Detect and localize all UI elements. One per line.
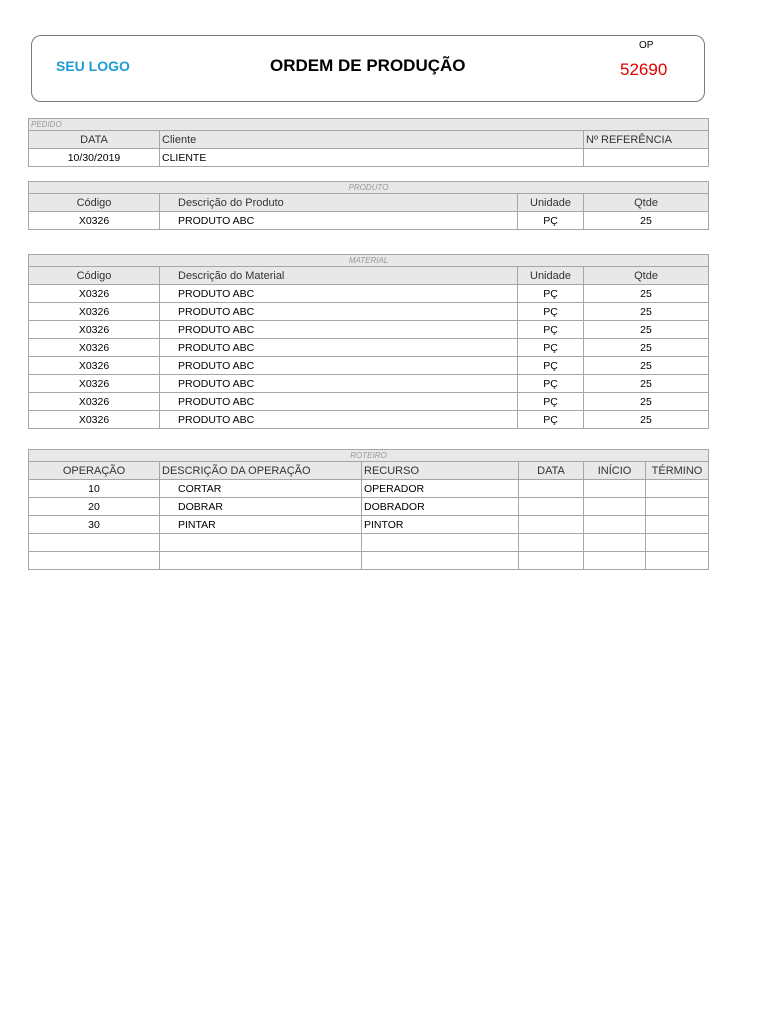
table-row <box>29 552 709 570</box>
material-unidade: PÇ <box>518 285 584 303</box>
material-codigo: X0326 <box>29 411 160 429</box>
pedido-table <box>28 118 709 167</box>
operacao-numero: 10 <box>29 480 160 498</box>
material-qtde: 25 <box>584 321 709 339</box>
roteiro-table <box>28 449 709 570</box>
operacao-data <box>519 552 584 570</box>
material-descricao: PRODUTO ABC <box>160 321 518 339</box>
header-inicio: INÍCIO <box>584 462 646 480</box>
produto-qtde: 25 <box>584 212 709 230</box>
material-codigo: X0326 <box>29 285 160 303</box>
material-qtde: 25 <box>584 393 709 411</box>
operacao-inicio <box>584 498 646 516</box>
header-descricao-operacao: DESCRIÇÃO DA OPERAÇÃO <box>160 462 362 480</box>
operacao-data <box>519 480 584 498</box>
material-descricao: PRODUTO ABC <box>160 375 518 393</box>
table-row <box>29 303 709 321</box>
operacao-data <box>519 516 584 534</box>
table-row <box>29 516 709 534</box>
section-label-material: MATERIAL <box>29 255 709 267</box>
operacao-recurso <box>362 534 519 552</box>
pedido-date: 10/30/2019 <box>29 149 160 167</box>
material-descricao: PRODUTO ABC <box>160 303 518 321</box>
operacao-data <box>519 534 584 552</box>
table-row <box>29 411 709 429</box>
material-codigo: X0326 <box>29 303 160 321</box>
section-label-roteiro: ROTEIRO <box>29 450 709 462</box>
operacao-termino <box>646 516 709 534</box>
produto-unidade: PÇ <box>518 212 584 230</box>
material-codigo: X0326 <box>29 393 160 411</box>
material-unidade: PÇ <box>518 393 584 411</box>
pedido-cliente: CLIENTE <box>160 149 584 167</box>
material-qtde: 25 <box>584 375 709 393</box>
header-codigo: Código <box>29 194 160 212</box>
operacao-recurso <box>362 552 519 570</box>
operacao-inicio <box>584 534 646 552</box>
table-row <box>29 534 709 552</box>
header-unidade: Unidade <box>518 194 584 212</box>
material-descricao: PRODUTO ABC <box>160 285 518 303</box>
section-label-pedido: PEDIDO <box>29 119 709 131</box>
material-unidade: PÇ <box>518 303 584 321</box>
page-title: ORDEM DE PRODUÇÃO <box>270 56 466 75</box>
operacao-inicio <box>584 480 646 498</box>
material-unidade: PÇ <box>518 357 584 375</box>
operacao-recurso: PINTOR <box>362 516 519 534</box>
header-termino: TÉRMINO <box>646 462 709 480</box>
operacao-termino <box>646 552 709 570</box>
header-qtde: Qtde <box>584 267 709 285</box>
operacao-descricao: CORTAR <box>160 480 362 498</box>
material-qtde: 25 <box>584 285 709 303</box>
header-data: DATA <box>519 462 584 480</box>
material-unidade: PÇ <box>518 375 584 393</box>
material-descricao: PRODUTO ABC <box>160 411 518 429</box>
operacao-numero: 20 <box>29 498 160 516</box>
table-row <box>29 285 709 303</box>
op-number: 52690 <box>620 60 668 79</box>
material-qtde: 25 <box>584 339 709 357</box>
operacao-data <box>519 498 584 516</box>
header-codigo: Código <box>29 267 160 285</box>
header-recurso: RECURSO <box>362 462 519 480</box>
operacao-termino <box>646 498 709 516</box>
material-codigo: X0326 <box>29 339 160 357</box>
material-unidade: PÇ <box>518 411 584 429</box>
material-table <box>28 254 709 429</box>
operacao-descricao: PINTAR <box>160 516 362 534</box>
material-descricao: PRODUTO ABC <box>160 393 518 411</box>
table-row <box>29 339 709 357</box>
header-data: DATA <box>29 131 160 149</box>
header-descricao-produto: Descrição do Produto <box>160 194 518 212</box>
material-unidade: PÇ <box>518 339 584 357</box>
operacao-numero <box>29 552 160 570</box>
operacao-recurso: OPERADOR <box>362 480 519 498</box>
material-qtde: 25 <box>584 411 709 429</box>
material-descricao: PRODUTO ABC <box>160 339 518 357</box>
operacao-numero <box>29 534 160 552</box>
operacao-descricao <box>160 534 362 552</box>
table-row <box>29 393 709 411</box>
material-codigo: X0326 <box>29 375 160 393</box>
material-qtde: 25 <box>584 357 709 375</box>
op-label: OP <box>639 40 654 51</box>
operacao-numero: 30 <box>29 516 160 534</box>
operacao-descricao <box>160 552 362 570</box>
produto-codigo: X0326 <box>29 212 160 230</box>
pedido-referencia <box>584 149 709 167</box>
material-descricao: PRODUTO ABC <box>160 357 518 375</box>
material-codigo: X0326 <box>29 357 160 375</box>
header-referencia: Nº REFERÊNCIA <box>584 131 709 149</box>
material-unidade: PÇ <box>518 321 584 339</box>
operacao-termino <box>646 480 709 498</box>
material-qtde: 25 <box>584 303 709 321</box>
header-cliente: Cliente <box>160 131 584 149</box>
operacao-inicio <box>584 552 646 570</box>
logo-placeholder: SEU LOGO <box>56 58 130 74</box>
produto-descricao: PRODUTO ABC <box>160 212 518 230</box>
document-header <box>31 35 705 102</box>
table-row <box>29 498 709 516</box>
header-operacao: OPERAÇÃO <box>29 462 160 480</box>
produto-table <box>28 181 709 230</box>
section-label-produto: PRODUTO <box>29 182 709 194</box>
operacao-inicio <box>584 516 646 534</box>
header-unidade: Unidade <box>518 267 584 285</box>
header-qtde: Qtde <box>584 194 709 212</box>
table-row <box>29 321 709 339</box>
operacao-descricao: DOBRAR <box>160 498 362 516</box>
operacao-termino <box>646 534 709 552</box>
table-row <box>29 357 709 375</box>
header-descricao-material: Descrição do Material <box>160 267 518 285</box>
material-codigo: X0326 <box>29 321 160 339</box>
operacao-recurso: DOBRADOR <box>362 498 519 516</box>
table-row <box>29 375 709 393</box>
table-row <box>29 480 709 498</box>
